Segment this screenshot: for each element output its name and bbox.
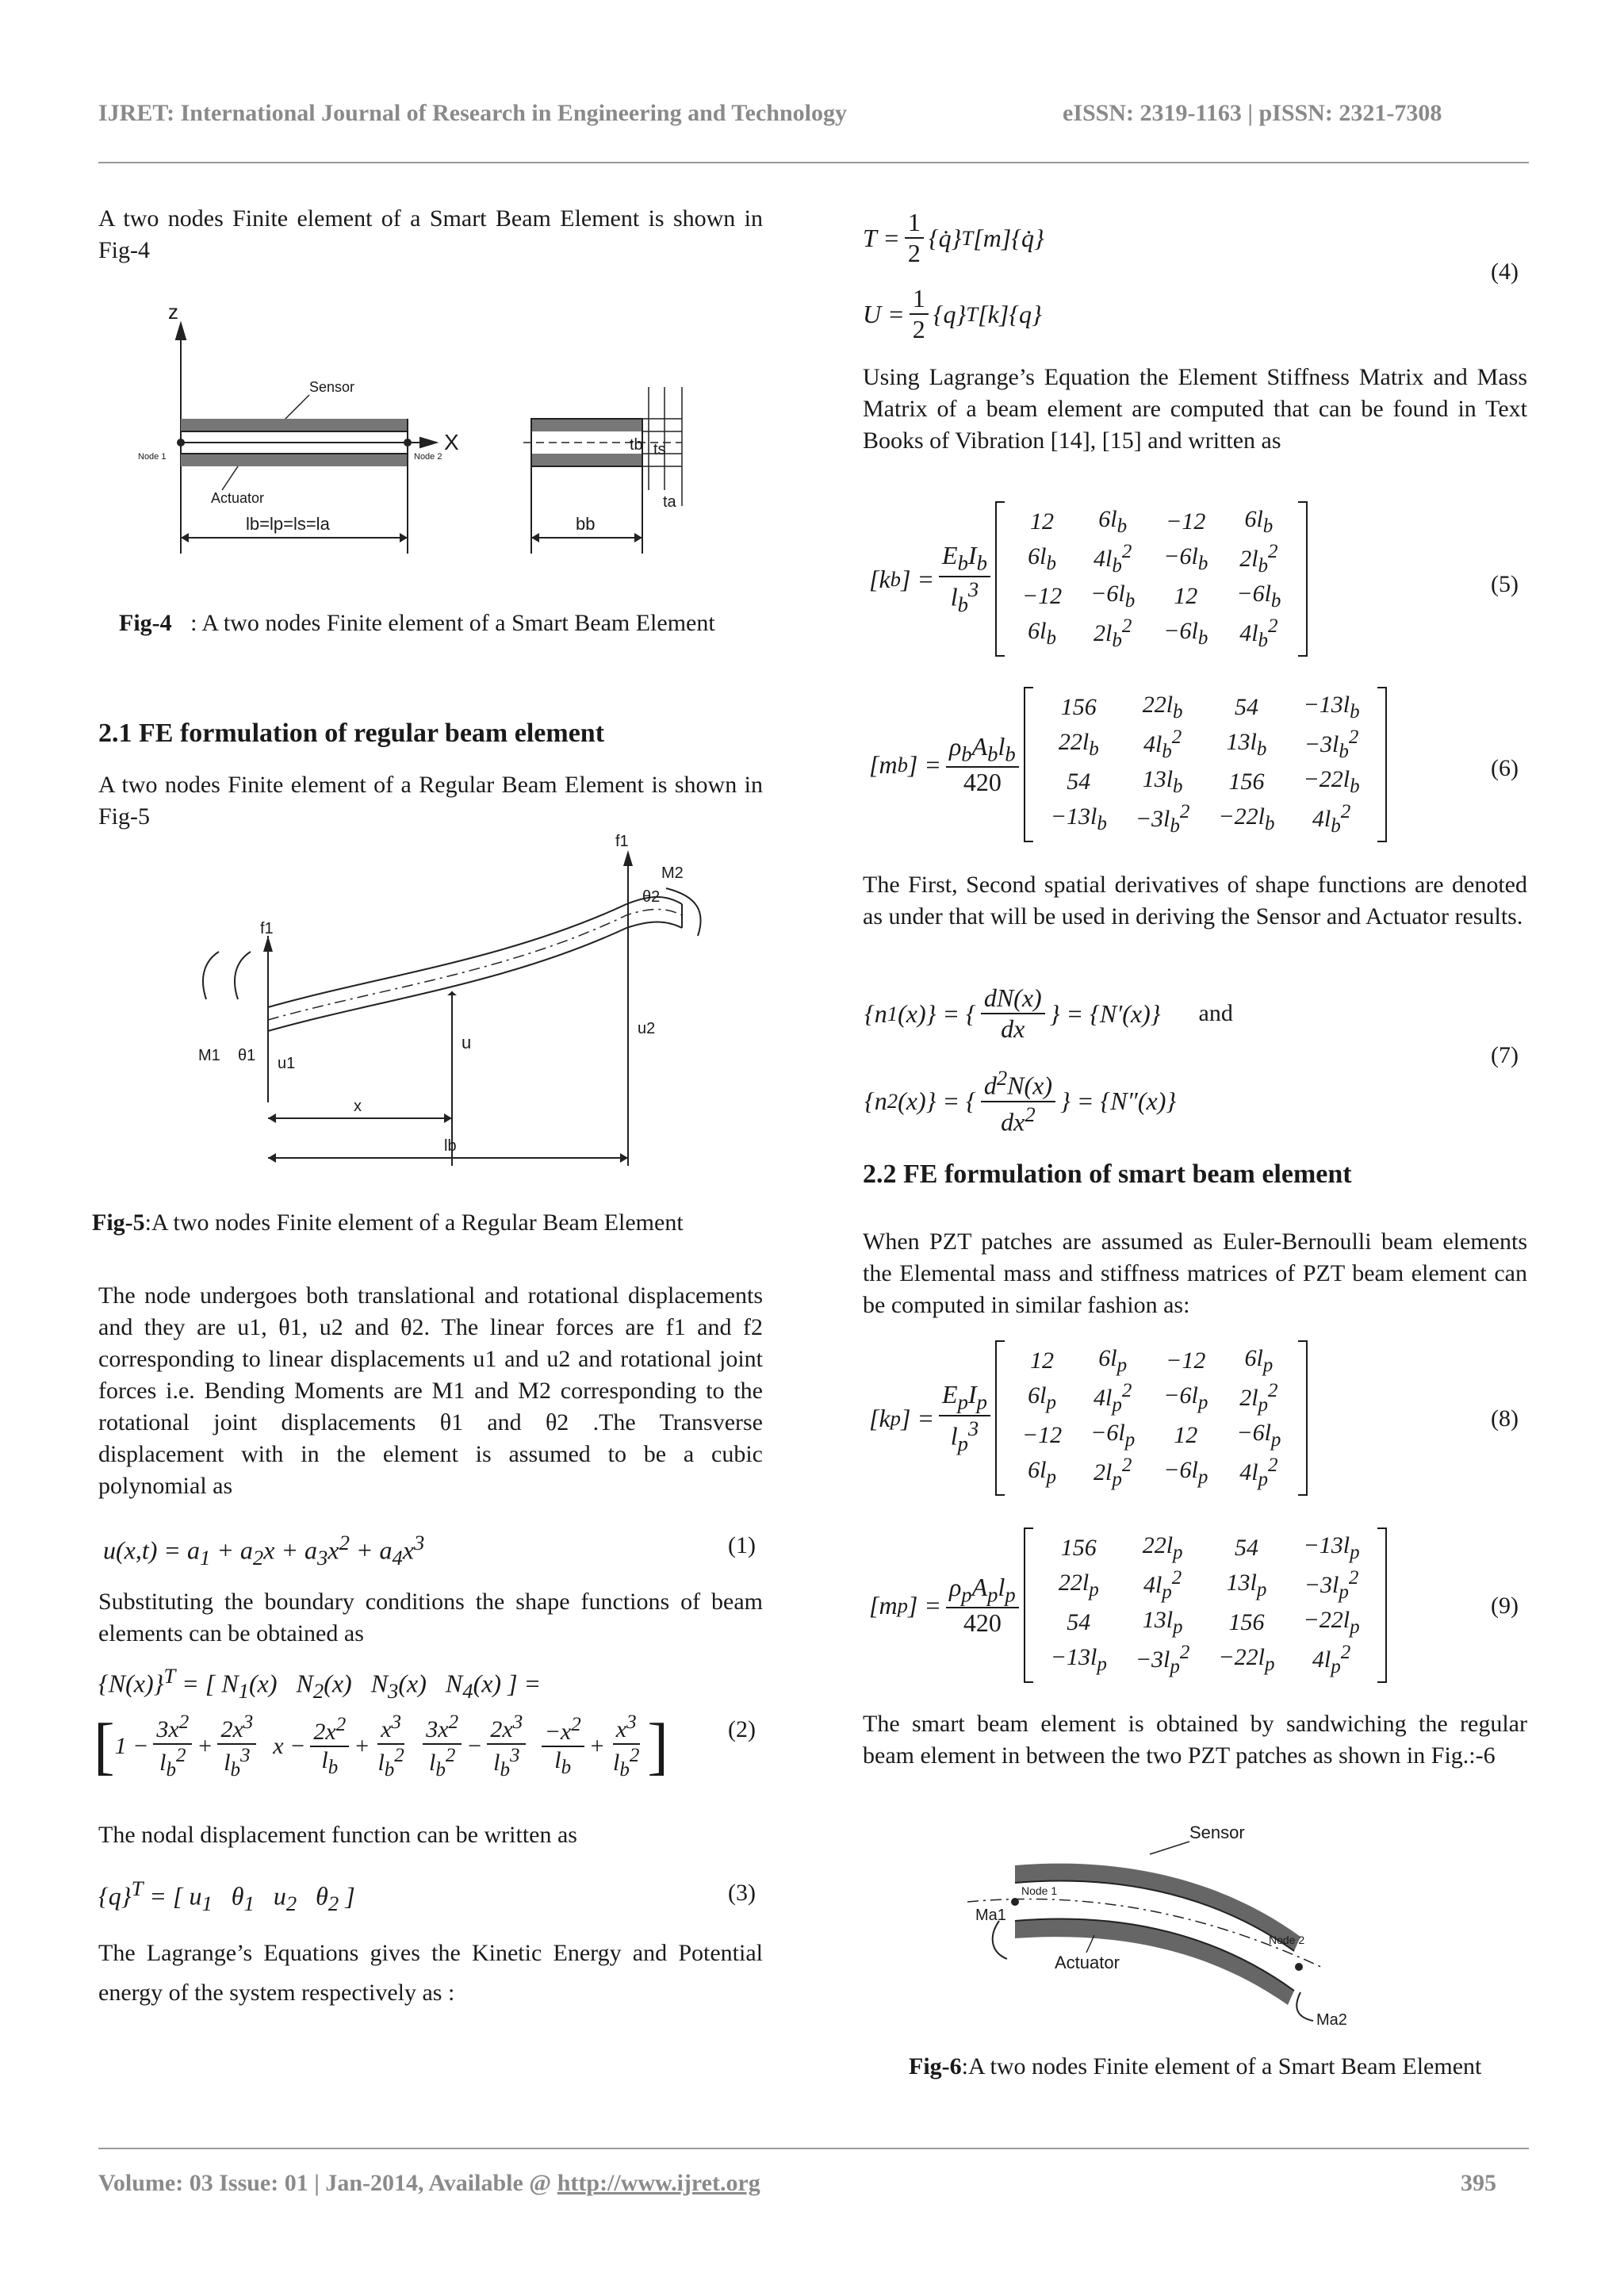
- fig4-ta-label: ta: [663, 493, 676, 511]
- header-rule: [98, 162, 1529, 163]
- fig4-sensor-label: Sensor: [309, 379, 355, 395]
- using-lagrange-paragraph: Using Lagrange’s Equation the Element Stiffness Matrix and Mass Matrix of a beam element are computed that can be found in Text Books of Vibration [14], [15] and written as: [863, 364, 1527, 454]
- fig4-node2-label: Node 2: [414, 452, 442, 462]
- equation-7-and: and: [1198, 1000, 1233, 1026]
- equation-8: [k p ] = $\frac{E_pI_p}{l_p^3}$ 12 $6l_p$ −12 $6l_p$ $6l_p$ $4l_p^2$ $-6l_p$ $2l_p^2$ −12 $-6l_p$ 12 $-6l_p$ $6l_p$ $2l_p^2$ $-6l_p$ $4l_p^2$: [869, 1340, 1308, 1496]
- equation-6: [m b ] = $\frac{\rho_bA_bl_b}{420}$ 156 $22l_b$ 54 $-13l_b$ $22l_b$ $4l_b^2$ $13l_b$ $-3l_b^2$ 54 $13l_b$ 156 $-22l_b$ $-13l_b$ $-3l_b^2$ $-22l_b$ $4l_b^2$: [869, 687, 1387, 842]
- figure-4: [127, 300, 698, 569]
- fig6-node2-label: Node 2: [1269, 1934, 1305, 1946]
- journal-title: IJRET: International Journal of Research in Engineering and Technology: [98, 100, 848, 126]
- fig4-ts-label: ts: [653, 441, 666, 458]
- footer-page-number: 395: [1461, 2170, 1496, 2196]
- section-2-1-title: 2.1 FE formulation of regular beam element: [98, 719, 605, 748]
- stiffness-matrix-p: 12 $6l_p$ −12 $6l_p$ $6l_p$ $4l_p^2$ $-6l_p$ $2l_p^2$ −12 $-6l_p$ 12 $-6l_p$ $6l_p$ $2l_p^2$ $-6l_p$ $4l_p^2$: [995, 1340, 1308, 1496]
- node-paragraph: The node undergoes both translational and rotational displacements and they are u1, θ1, u2 and θ2. The linear forces are f1 and f2 corresponding to linear displacements u1 and u2 and rotational joint forces i.e. Bending Moments are M1 and M2 corresponding to the rotational joint displacements θ1 and θ2 .The Transverse displacement with in the element is assumed to be a cubic polynomial as: [98, 1282, 763, 1499]
- fig5-M1-label: M1: [198, 1047, 220, 1064]
- equation-7-second: {n 2 (x)} = { $\frac{d^2N(x)}{dx^2}$ } = {N″(x)}: [864, 1066, 1177, 1137]
- nodal-paragraph: The nodal displacement function can be written as: [98, 1822, 577, 1848]
- footer-rule: [98, 2148, 1529, 2149]
- equation-4-number: (4): [1491, 259, 1519, 285]
- fig6-node1-label: Node 1: [1021, 1884, 1058, 1897]
- figure-5: [174, 833, 745, 1166]
- fig5-lb-label: lb: [444, 1137, 457, 1155]
- fig5-f1-left-label: f1: [260, 920, 274, 937]
- mass-matrix-p: 156 $22l_p$ 54 $-13l_p$ $22l_p$ $4l_p^2$ $13l_p$ $-3l_p^2$ 54 $13l_p$ 156 $-22l_p$ $-13l_p$ $-3l_p^2$ $-22l_p$ $4l_p^2$: [1024, 1527, 1387, 1683]
- equation-3-number: (3): [728, 1880, 756, 1906]
- fig4-caption-label: Fig-4: [119, 610, 172, 636]
- fig6-actuator-label: Actuator: [1055, 1953, 1120, 1972]
- fig6-Ma1-label: Ma1: [975, 1907, 1006, 1924]
- fig4-bb-label: bb: [576, 514, 596, 534]
- equation-9: [m p ] = $\frac{\rho_pA_pl_p}{420}$ 156 $22l_p$ 54 $-13l_p$ $22l_p$ $4l_p^2$ $13l_p$ $-3l_p^2$ 54 $13l_p$ 156 $-22l_p$ $-13l_p$ $-3l_p^2$ $-22l_p$ $4l_p^2$: [869, 1527, 1387, 1683]
- equation-3: $\{q\}^T$ = [ $u_1$ $\theta_1$ $u_2$ $\theta_2$ ]: [98, 1876, 355, 1916]
- fig4-length-label: lb=lp=ls=la: [246, 514, 330, 534]
- fig5-u-label: u: [462, 1033, 472, 1052]
- fig4-caption: [119, 608, 722, 639]
- fig5-u1-label: u1: [278, 1055, 296, 1072]
- fig5-theta1-label: θ1: [238, 1047, 256, 1064]
- section-2-1-intro: A two nodes Finite element of a Regular Beam Element is shown in Fig-5: [98, 772, 763, 830]
- footer-url-link[interactable]: http://www.ijret.org: [557, 2170, 760, 2196]
- smart-beam-paragraph: The smart beam element is obtained by sandwiching the regular beam element in between the two PZT patches as shown in Fig.:-6: [863, 1711, 1527, 1769]
- equation-9-number: (9): [1491, 1593, 1519, 1619]
- equation-7-first: {n 1 (x)} = { $\frac{dN(x)}{dx}$ } = {N′(x)} and: [864, 983, 1233, 1043]
- fig6-caption-label: Fig-6: [909, 2053, 962, 2079]
- fig5-M2-label: M2: [661, 864, 684, 882]
- fig5-caption-text: :A two nodes Finite element of a Regular Beam Element: [144, 1209, 684, 1236]
- fig6-sensor-label: Sensor: [1189, 1823, 1245, 1842]
- fig5-caption: [92, 1207, 790, 1239]
- figure-6: [952, 1823, 1364, 2032]
- fig4-actuator-label: Actuator: [211, 490, 265, 506]
- derivatives-paragraph: The First, Second spatial derivatives of shape functions are denoted as under that will be used in deriving the Sensor and Actuator results.: [863, 872, 1527, 930]
- equation-1-number: (1): [728, 1532, 756, 1558]
- lagrange-paragraph: The Lagrange’s Equations gives the Kinetic Energy and Potential energy of the system respectively as :: [98, 1940, 763, 2006]
- mass-matrix-b: 156 $22l_b$ 54 $-13l_b$ $22l_b$ $4l_b^2$ $13l_b$ $-3l_b^2$ 54 $13l_b$ 156 $-22l_b$ $-13l_b$ $-3l_b^2$ $-22l_b$ $4l_b^2$: [1024, 687, 1387, 842]
- equation-4-kinetic: T = $\frac{1}{2}$ {q̇} T [m]{q̇}: [863, 208, 1044, 267]
- equation-1: $u(x,t) = a_1 + a_2x + a_3x^2 + a_4x^3$: [103, 1531, 425, 1570]
- fig4-node1-label: Node 1: [138, 452, 167, 462]
- footer-volume-text: Volume: 03 Issue: 01 | Jan-2014, Available @: [98, 2170, 557, 2196]
- equation-7-number: (7): [1491, 1042, 1519, 1068]
- fig5-f1-right-label: f1: [615, 833, 629, 850]
- section-2-2-title: 2.2 FE formulation of smart beam element: [863, 1159, 1352, 1189]
- fig5-caption-label: Fig-5: [92, 1209, 145, 1236]
- fig4-z-label: z: [168, 300, 178, 324]
- fig4-caption-text: : A two nodes Finite element of a Smart Beam Element: [190, 610, 715, 636]
- fig6-Ma2-label: Ma2: [1316, 2011, 1347, 2029]
- intro-paragraph: A two nodes Finite element of a Smart Beam Element is shown in Fig-4: [98, 205, 763, 263]
- stiffness-matrix-b: 12 $6l_b$ −12 $6l_b$ $6l_b$ $4l_b^2$ $-6l_b$ $2l_b^2$ −12 $-6l_b$ 12 $-6l_b$ $6l_b$ $2l_b^2$ $-6l_b$ $4l_b^2$: [995, 501, 1308, 657]
- substitution-paragraph: Substituting the boundary conditions the shape functions of beam elements can be obtained as: [98, 1589, 763, 1646]
- equation-4-potential: U = $\frac{1}{2}$ {q} T [k]{q}: [863, 284, 1042, 343]
- fig5-u2-label: u2: [638, 1020, 656, 1037]
- fig5-x-label: x: [354, 1098, 362, 1115]
- fig6-caption-text: :A two nodes Finite element of a Smart Beam Element: [961, 2053, 1482, 2079]
- fig4-x-label: X: [444, 430, 459, 454]
- fig5-theta2-label: θ2: [642, 888, 661, 906]
- fig6-caption: [909, 2051, 1607, 2083]
- equation-8-number: (8): [1491, 1405, 1519, 1432]
- fig4-tb-label: tb: [630, 436, 643, 454]
- pzt-paragraph: When PZT patches are assumed as Euler-Bernoulli beam elements the Elemental mass and stiffness matrices of PZT beam element can be computed in similar fashion as:: [863, 1228, 1527, 1318]
- footer-volume: [98, 2170, 760, 2197]
- equation-5-number: (5): [1491, 571, 1519, 597]
- equation-6-number: (6): [1491, 755, 1519, 781]
- equation-2-line2: [ 1 − $\frac{3x^2}{l_b^2}$ + $\frac{2x^3}{l_b^3}$ x − $\frac{2x^2}{l_b}$ + $\frac{x^3}{l_b^2}$ $\frac{3x^2}{l_b^2}$ − $\frac{2x^3}{l_b^3}$ $\frac{-x^2}{l_b}$ + $\frac{x^3}{l_b^2}$ ]: [94, 1711, 668, 1781]
- equation-5: [k b ] = $\frac{E_bI_b}{l_b^3}$ 12 $6l_b$ −12 $6l_b$ $6l_b$ $4l_b^2$ $-6l_b$ $2l_b^2$ −12 $-6l_b$ 12 $-6l_b$ $6l_b$ $2l_b^2$ $-6l_b$ $4l_b^2$: [869, 501, 1308, 657]
- journal-issn: eISSN: 2319-1163 | pISSN: 2321-7308: [1063, 100, 1442, 126]
- equation-2-number: (2): [728, 1716, 756, 1742]
- equation-2-line1: $\{N(x)\}^T$ = [ $N_1(x)$ $N_2(x)$ $N_3(x)$ $N_4(x)$ ] =: [98, 1664, 542, 1704]
